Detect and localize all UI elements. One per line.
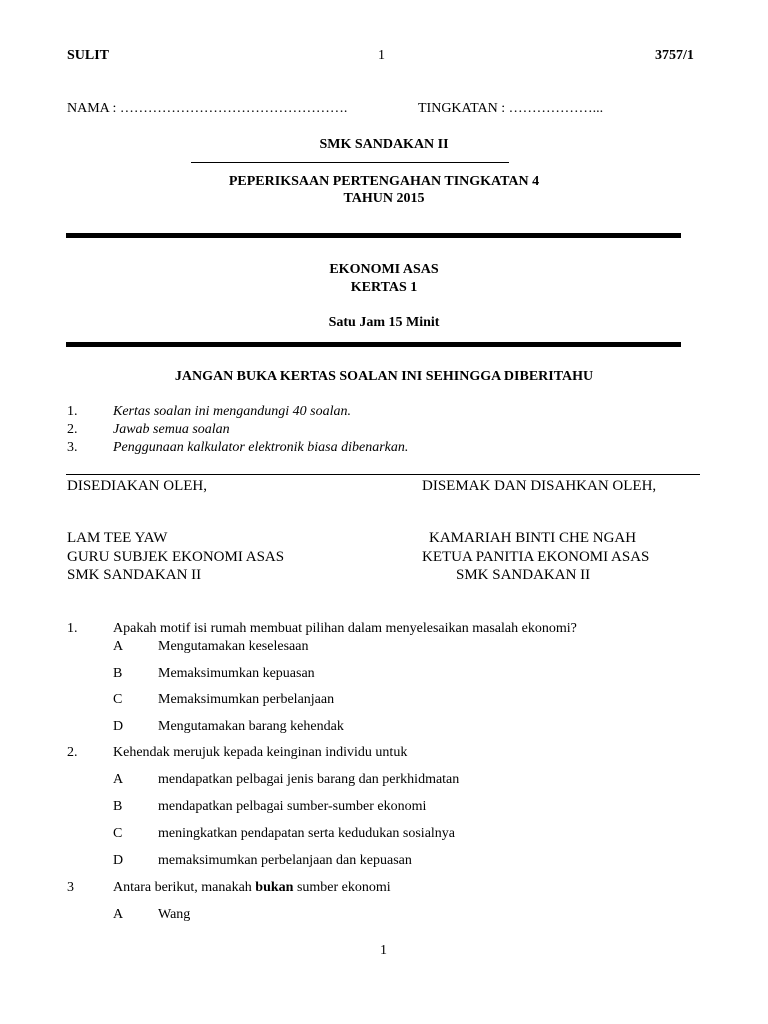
option-text: mendapatkan pelbagai sumber-sumber ekonomi: [158, 799, 427, 814]
instruction-number: 1.: [67, 404, 78, 419]
nama-field: NAMA : ………………………………………….: [67, 101, 348, 116]
emphasis-word: bukan: [255, 880, 294, 895]
exam-duration: Satu Jam 15 Minit: [328, 315, 440, 330]
approver-school: SMK SANDAKAN II: [456, 567, 591, 583]
instruction-text: Jawab semua soalan: [113, 422, 230, 437]
instruction-text: Kertas soalan ini mengandungi 40 soalan.: [113, 404, 352, 419]
instruction-number: 3.: [67, 440, 78, 455]
subject-name: EKONOMI ASAS: [329, 262, 439, 277]
option-letter: A: [113, 639, 124, 654]
option-letter: A: [113, 907, 124, 922]
option-text: Mengutamakan barang kehendak: [158, 719, 344, 734]
question-number: 3: [67, 880, 74, 895]
option-letter: D: [113, 853, 124, 868]
exam-year: TAHUN 2015: [343, 191, 425, 206]
exam-title: PEPERIKSAAN PERTENGAHAN TINGKATAN 4: [228, 174, 540, 189]
question-number: 1.: [67, 621, 78, 636]
option-text: Memaksimumkan perbelanjaan: [158, 692, 335, 707]
option-text: mendapatkan pelbagai jenis barang dan perkhidmatan: [158, 772, 460, 787]
school-underline: [191, 162, 509, 163]
preparer-school: SMK SANDAKAN II: [67, 567, 202, 583]
page-number-bottom: 1: [380, 943, 387, 958]
preparer-title: GURU SUBJEK EKONOMI ASAS: [67, 549, 285, 565]
option-text: Mengutamakan keselesaan: [158, 639, 309, 654]
option-text: memaksimumkan perbelanjaan dan kepuasan: [158, 853, 412, 868]
instruction-text: Penggunaan kalkulator elektronik biasa dibenarkan.: [113, 440, 409, 455]
approver-name: KAMARIAH BINTI CHE NGAH: [429, 530, 637, 546]
paper-number: KERTAS 1: [350, 280, 418, 295]
warning-text: JANGAN BUKA KERTAS SOALAN INI SEHINGGA DIBERITAHU: [174, 369, 594, 384]
option-letter: D: [113, 719, 124, 734]
option-letter: B: [113, 799, 123, 814]
question-text: Apakah motif isi rumah membuat pilihan dalam menyelesaikan masalah ekonomi?: [113, 621, 577, 636]
instruction-number: 2.: [67, 422, 78, 437]
thick-divider-top: [66, 233, 681, 238]
paper-code: 3757/1: [655, 48, 694, 63]
prepared-by-label: DISEDIAKAN OLEH,: [67, 478, 207, 494]
option-letter: C: [113, 692, 123, 707]
option-text: meningkatkan pendapatan serta kedudukan sosialnya: [158, 826, 456, 841]
signature-divider: [66, 474, 700, 475]
question-number: 2.: [67, 745, 78, 760]
approved-by-label: DISEMAK DAN DISAHKAN OLEH,: [422, 478, 657, 494]
page-number-top: 1: [378, 48, 385, 63]
thick-divider-bottom: [66, 342, 681, 347]
option-letter: C: [113, 826, 123, 841]
classification-label: SULIT: [67, 48, 110, 63]
question-text-part: sumber ekonomi: [293, 880, 391, 895]
approver-title: KETUA PANITIA EKONOMI ASAS: [422, 549, 650, 565]
option-letter: A: [113, 772, 124, 787]
tingkatan-field: TINGKATAN : ………………...: [418, 101, 604, 116]
question-text: Kehendak merujuk kepada keinginan individu untuk: [113, 745, 408, 760]
option-text: Wang: [158, 907, 191, 922]
question-text: [113, 880, 391, 896]
option-text: Memaksimumkan kepuasan: [158, 666, 315, 681]
option-letter: B: [113, 666, 123, 681]
question-text-part: Antara berikut, manakah: [113, 880, 256, 895]
school-name: SMK SANDAKAN II: [319, 137, 449, 152]
preparer-name: LAM TEE YAW: [67, 530, 168, 546]
